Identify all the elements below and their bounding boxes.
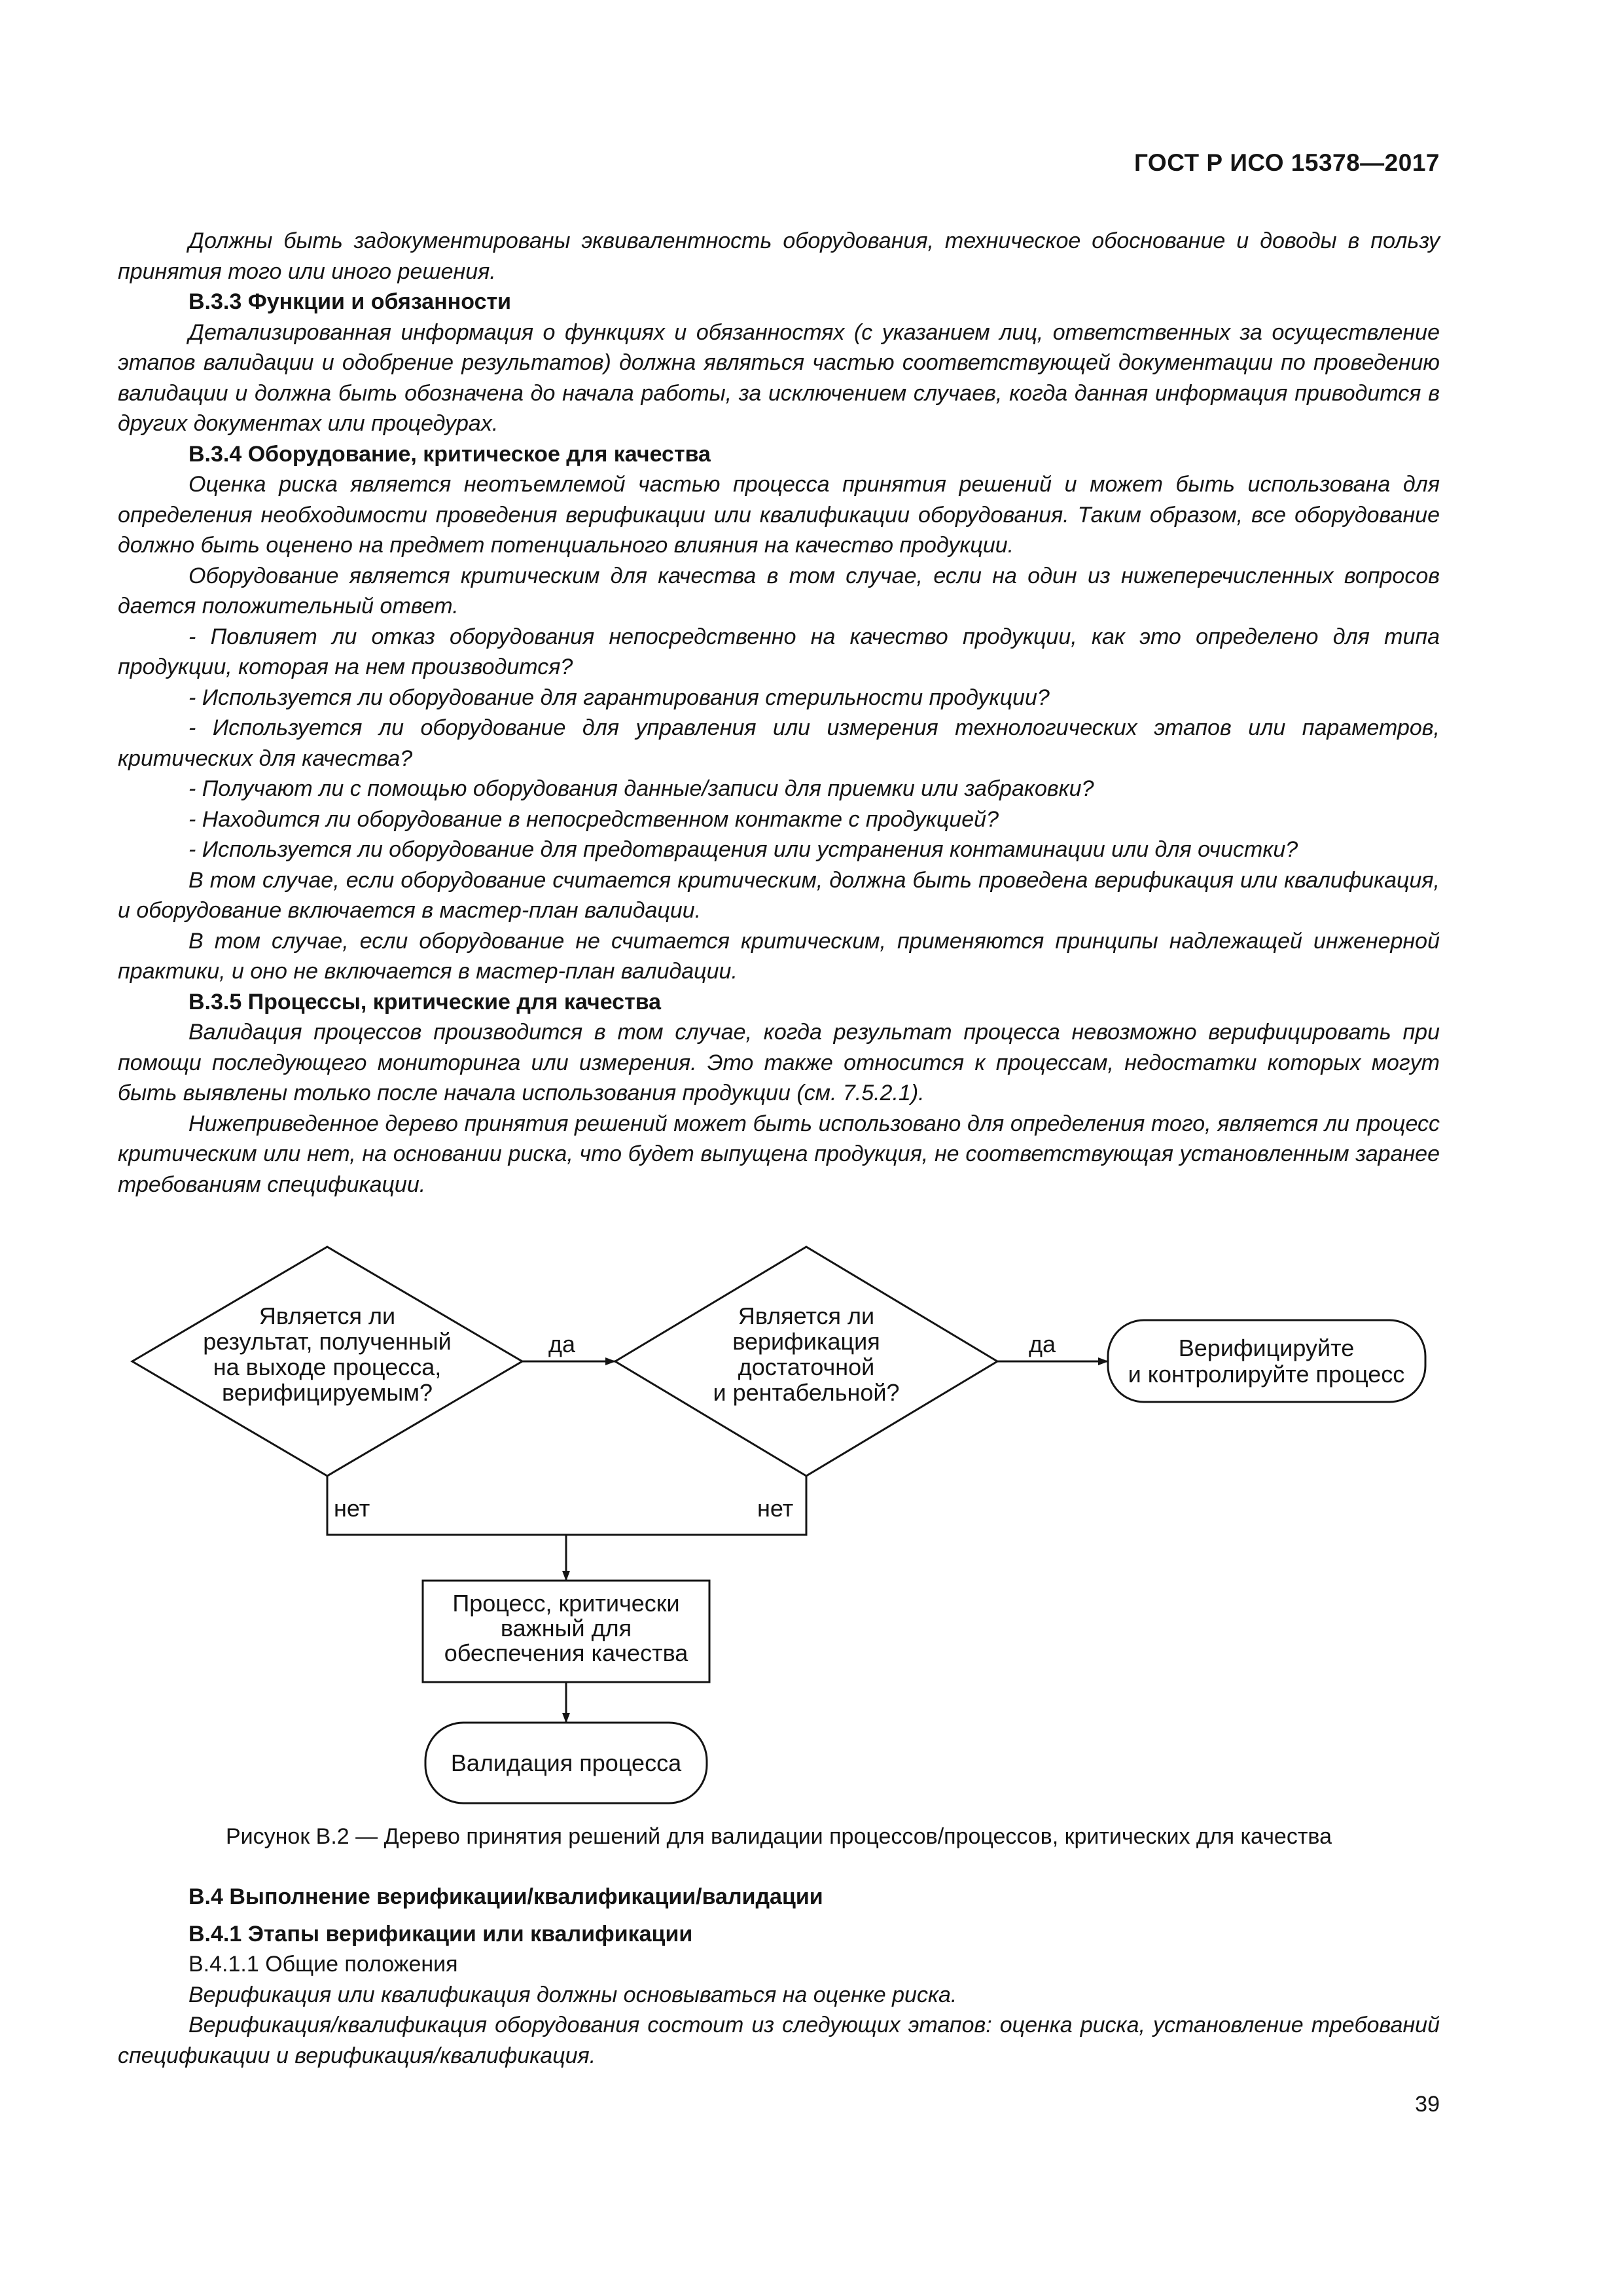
paragraph: Верификация/квалификация оборудования состоит из следующих этапов: оценка риска, установление требований спецификации и верификация/квалификация. xyxy=(118,2013,1440,2068)
yes-label-2: да xyxy=(1029,1331,1056,1357)
critical-box-line2: важный для xyxy=(500,1615,632,1641)
decision-tree-figure xyxy=(118,1230,1453,1820)
list-item: - Используется ли оборудование для управления или измерения технологических этапов или параметров, критических для качества? xyxy=(118,715,1440,771)
no-label-2: нет xyxy=(757,1495,794,1522)
list-item: - Используется ли оборудование для предотвращения или устранения контаминации или для очистки? xyxy=(188,837,1298,862)
section-b4 xyxy=(118,1882,1440,2071)
decision-q1-line4: верифицируемым? xyxy=(222,1379,433,1406)
section-heading-b35: В.3.5 Процессы, критические для качества xyxy=(188,989,662,1014)
paragraph: Должны быть задокументированы эквивалентность оборудования, техническое обоснование и доводы в пользу принятия того или иного решения. xyxy=(118,228,1440,284)
document-designation: ГОСТ Р ИСО 15378—2017 xyxy=(1133,149,1440,176)
list-item: - Получают ли с помощью оборудования данные/записи для приемки или забраковки? xyxy=(188,776,1094,801)
paragraph: В том случае, если оборудование считается критическим, должна быть проведена верификация или квалификация, и оборудование включается в мастер-план валидации. xyxy=(118,867,1440,923)
decision-q2-line2: верификация xyxy=(732,1328,880,1355)
section-heading-b34: В.3.4 Оборудование, критическое для качества xyxy=(188,441,711,467)
paragraph: Детализированная информация о функциях и обязанностях (с указанием лиц, ответственных за осуществление этапов валидации и одобрение результатов) должна являться частью соответствующей документации по проведению валидации и должна быть обозначена до начала работы, за исключением случаев, когда данная информация приводится в других документах или процедурах. xyxy=(118,319,1440,436)
section-heading-b41: В.4.1 Этапы верификации или квалификации xyxy=(188,1921,693,1946)
terminal-validation-text: Валидация процесса xyxy=(450,1749,682,1776)
decision-q1-line2: результат, полученный xyxy=(203,1328,452,1355)
decision-q1-line1: Является ли xyxy=(259,1302,396,1329)
section-heading-b4: В.4 Выполнение верификации/квалификации/валидации xyxy=(188,1884,823,1909)
terminal-verify-line1: Верифицируйте xyxy=(1178,1335,1355,1361)
paragraph: Верификация или квалификация должны основываться на оценке риска. xyxy=(188,1982,957,2007)
page-number: 39 xyxy=(1415,2092,1440,2117)
decision-q2-line3: достаточной xyxy=(738,1354,875,1380)
list-item: - Повлияет ли отказ оборудования непосредственно на качество продукции, как это определено для типа продукции, которая на нем производится? xyxy=(118,624,1440,679)
section-heading-b33: В.3.3 Функции и обязанности xyxy=(188,289,512,314)
paragraph: Оценка риска является неотъемлемой частью процесса принятия решений и может быть использована для определения необходимости проведения верификации или квалификации оборудования. Таким образом, все оборудование должно быть оценено на предмет потенциального влияния на качество продукции. xyxy=(118,472,1440,558)
list-item: - Используется ли оборудование для гарантирования стерильности продукции? xyxy=(188,685,1050,710)
critical-box-line3: обеспечения качества xyxy=(444,1640,688,1666)
subsection-heading-b411: В.4.1.1 Общие положения xyxy=(188,1952,458,1977)
paragraph: Нижеприведенное дерево принятия решений может быть использовано для определения того, является ли процесс критическим или нет, на основании риска, что будет выпущена продукция, не соответствующая установленным заранее требованиям спецификации. xyxy=(118,1111,1440,1197)
decision-q2-line1: Является ли xyxy=(738,1302,875,1329)
critical-box-line1: Процесс, критически xyxy=(452,1590,680,1617)
paragraph: Оборудование является критическим для качества в том случае, если на один из нижеперечисленных вопросов дается положительный ответ. xyxy=(118,563,1440,619)
decision-q1-line3: на выходе процесса, xyxy=(213,1354,442,1380)
list-item: - Находится ли оборудование в непосредственном контакте с продукцией? xyxy=(188,806,999,832)
body-text xyxy=(118,226,1440,1200)
figure-caption: Рисунок В.2 — Дерево принятия решений для валидации процессов/процессов, критических для качества xyxy=(225,1824,1332,1849)
paragraph: Валидация процессов производится в том случае, когда результат процесса невозможно верифицировать при помощи последующего мониторинга или измерения. Это также относится к процессам, недостатки которых могут быть выявлены только после начала использования продукции (см. 7.5.2.1). xyxy=(118,1020,1440,1105)
no-label-1: нет xyxy=(334,1495,370,1522)
no-connector xyxy=(327,1476,806,1535)
decision-q2-line4: и рентабельной? xyxy=(713,1379,900,1406)
decision-tree-diagram xyxy=(118,1230,1453,1820)
paragraph: В том случае, если оборудование не считается критическим, применяются принципы надлежащей инженерной практики, и оно не включается в мастер-план валидации. xyxy=(118,928,1440,984)
yes-label-1: да xyxy=(548,1331,576,1357)
terminal-verify-line2: и контролируйте процесс xyxy=(1128,1361,1405,1388)
